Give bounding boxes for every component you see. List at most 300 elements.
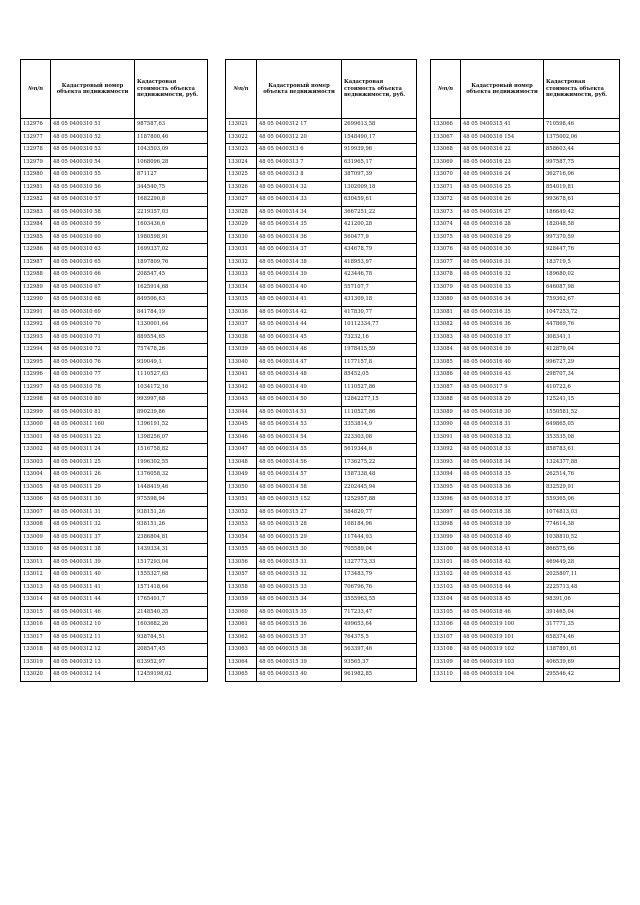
row-number: 133066 [431, 119, 461, 132]
cadastral-number: 48 05 0400312 17 [257, 119, 342, 132]
cadastral-value: 434678,79 [342, 244, 417, 257]
row-number: 133060 [226, 606, 257, 619]
table-row [226, 331, 417, 344]
cadastral-value: 1396191,52 [135, 419, 208, 432]
cadastral-number: 48 05 0400311 44 [51, 594, 135, 607]
table-row [431, 469, 620, 482]
header-cadastral-value: Кадастровая стоимость объекта недвижимости, руб. [544, 60, 620, 119]
cadastral-number: 48 05 0400310 57 [51, 194, 135, 207]
table-row [226, 444, 417, 457]
row-number: 133027 [226, 194, 257, 207]
cadastral-number: 48 05 0400314 55 [257, 444, 342, 457]
table-row [226, 269, 417, 282]
table-row [226, 219, 417, 232]
cadastral-number: 48 05 0400316 28 [461, 219, 544, 232]
cadastral-value: 764375,5 [342, 631, 417, 644]
row-number: 132998 [21, 394, 51, 407]
row-number: 133005 [21, 481, 51, 494]
cadastral-number: 48 05 0400316 39 [461, 344, 544, 357]
cadastral-value: 499653,64 [342, 619, 417, 632]
cadastral-value: 1068096,28 [135, 156, 208, 169]
table-row [431, 606, 620, 619]
cadastral-value: 1548490,17 [342, 131, 417, 144]
cadastral-value: 189680,02 [544, 269, 620, 282]
table-row [226, 569, 417, 582]
table-row [226, 519, 417, 532]
row-number: 132978 [21, 144, 51, 157]
row-number: 133084 [431, 344, 461, 357]
table-row [21, 144, 208, 157]
table-header-row [21, 60, 208, 119]
row-number: 133002 [21, 444, 51, 457]
row-number: 133062 [226, 631, 257, 644]
cadastral-number: 48 05 0400318 33 [461, 444, 544, 457]
table-row [431, 531, 620, 544]
row-number: 133109 [431, 656, 461, 669]
cadastral-value: 1736275,22 [342, 456, 417, 469]
table-row [431, 444, 620, 457]
cadastral-value: 93565,37 [342, 656, 417, 669]
cadastral-value: 1177157,8 [342, 356, 417, 369]
cadastral-number: 48 05 0400310 66 [51, 269, 135, 282]
cadastral-number: 48 05 0400315 35 [257, 606, 342, 619]
cadastral-value: 223303,08 [342, 431, 417, 444]
table-row [21, 506, 208, 519]
cadastral-number: 48 05 0400310 53 [51, 144, 135, 157]
row-number: 133016 [21, 619, 51, 632]
row-number: 133004 [21, 469, 51, 482]
cadastral-number: 48 05 0400318 35 [461, 469, 544, 482]
cadastral-number: 48 05 0400312 12 [51, 644, 135, 657]
table-row [21, 119, 208, 132]
table-row [21, 181, 208, 194]
cadastral-value: 649865,05 [544, 419, 620, 432]
table-row [226, 144, 417, 157]
cadastral-number: 48 05 0400313 8 [257, 169, 342, 182]
cadastral-value: 1603682,26 [135, 619, 208, 632]
table-row [431, 619, 620, 632]
row-number: 133010 [21, 544, 51, 557]
table-row [226, 381, 417, 394]
cadastral-number: 48 05 0400318 32 [461, 431, 544, 444]
row-number: 133023 [226, 144, 257, 157]
cadastral-number: 48 05 0400310 56 [51, 181, 135, 194]
cadastral-value: 1517293,04 [135, 556, 208, 569]
cadastral-value: 858603,44 [544, 144, 620, 157]
cadastral-number: 48 05 0400315 30 [257, 544, 342, 557]
cadastral-value: 563397,46 [342, 644, 417, 657]
cadastral-number: 48 05 0400318 43 [461, 569, 544, 582]
table-row [21, 444, 208, 457]
table-row [226, 656, 417, 669]
row-number: 133033 [226, 269, 257, 282]
row-number: 132999 [21, 406, 51, 419]
table-row [431, 369, 620, 382]
row-number: 133028 [226, 206, 257, 219]
cadastral-number: 48 05 0400318 34 [461, 456, 544, 469]
table-row [226, 494, 417, 507]
table-row [431, 269, 620, 282]
cadastral-value: 993997,68 [135, 394, 208, 407]
table-row [226, 169, 417, 182]
cadastral-value: 631965,17 [342, 156, 417, 169]
row-number: 133074 [431, 219, 461, 232]
cadastral-value: 117444,93 [342, 531, 417, 544]
table-body [226, 119, 417, 682]
row-number: 133087 [431, 381, 461, 394]
table-row [226, 306, 417, 319]
table-row [226, 531, 417, 544]
cadastral-value: 308341,1 [544, 331, 620, 344]
table-row [21, 469, 208, 482]
row-number: 133012 [21, 569, 51, 582]
row-number: 132983 [21, 206, 51, 219]
table-row [431, 256, 620, 269]
table-row [431, 544, 620, 557]
cadastral-value: 423446,78 [342, 269, 417, 282]
cadastral-number: 48 05 0400310 65 [51, 256, 135, 269]
row-number: 133083 [431, 331, 461, 344]
row-number: 133035 [226, 294, 257, 307]
row-number: 133009 [21, 531, 51, 544]
cadastral-value: 841784,19 [135, 306, 208, 319]
cadastral-value: 866575,66 [544, 544, 620, 557]
cadastral-value: 1302009,18 [342, 181, 417, 194]
table-row [21, 531, 208, 544]
cadastral-number: 48 05 0400314 40 [257, 281, 342, 294]
table-row [431, 119, 620, 132]
table-row [21, 306, 208, 319]
row-number: 133071 [431, 181, 461, 194]
table-body [21, 119, 208, 682]
cadastral-value: 630459,61 [342, 194, 417, 207]
row-number: 133072 [431, 194, 461, 207]
cadastral-number: 48 05 0400310 68 [51, 294, 135, 307]
cadastral-value: 1699337,02 [135, 244, 208, 257]
table-row [226, 544, 417, 557]
row-number: 133019 [21, 656, 51, 669]
row-number: 133052 [226, 506, 257, 519]
cadastral-value: 2148540,35 [135, 606, 208, 619]
cadastral-value: 938784,51 [135, 631, 208, 644]
cadastral-number: 48 05 0400315 33 [257, 581, 342, 594]
cadastral-value: 559365,06 [544, 494, 620, 507]
cadastral-number: 48 05 0400317 9 [461, 381, 544, 394]
row-number: 133011 [21, 556, 51, 569]
table-row [431, 381, 620, 394]
row-number: 133000 [21, 419, 51, 432]
cadastral-value: 295546,42 [544, 669, 620, 682]
cadastral-number: 48 05 0400311 26 [51, 469, 135, 482]
row-number: 133050 [226, 481, 257, 494]
cadastral-value: 1448419,46 [135, 481, 208, 494]
cadastral-value: 987587,63 [135, 119, 208, 132]
cadastral-value: 344540,75 [135, 181, 208, 194]
cadastral-value: 1327773,33 [342, 556, 417, 569]
row-number: 133043 [226, 394, 257, 407]
row-number: 132995 [21, 356, 51, 369]
table-row [226, 606, 417, 619]
cadastral-value: 858783,61 [544, 444, 620, 457]
cadastral-value: 1110527,86 [342, 381, 417, 394]
cadastral-number: 48 05 0400316 29 [461, 231, 544, 244]
table-row [431, 481, 620, 494]
table-row [21, 206, 208, 219]
cadastral-value: 262514,76 [544, 469, 620, 482]
row-number: 132989 [21, 281, 51, 294]
cadastral-value: 939049,1 [135, 356, 208, 369]
row-number: 133015 [21, 606, 51, 619]
cadastral-number: 48 05 0400310 80 [51, 394, 135, 407]
row-number: 133091 [431, 431, 461, 444]
table-row [21, 356, 208, 369]
cadastral-number: 48 05 0400314 38 [257, 256, 342, 269]
cadastral-value: 1550581,52 [544, 406, 620, 419]
cadastral-number: 48 05 0400314 32 [257, 181, 342, 194]
cadastral-number: 48 05 0400310 77 [51, 369, 135, 382]
cadastral-number: 48 05 0400316 154 [461, 131, 544, 144]
cadastral-value: 658374,46 [544, 631, 620, 644]
row-number: 133061 [226, 619, 257, 632]
cadastral-number: 48 05 0400310 67 [51, 281, 135, 294]
cadastral-number: 48 05 0400315 41 [461, 119, 544, 132]
cadastral-value: 928447,76 [544, 244, 620, 257]
row-number: 133049 [226, 469, 257, 482]
cadastral-number: 48 05 0400318 29 [461, 394, 544, 407]
row-number: 133073 [431, 206, 461, 219]
row-number: 133092 [431, 444, 461, 457]
table-row [21, 381, 208, 394]
header-number: №п/п [21, 60, 51, 119]
cadastral-number: 48 05 0400316 22 [461, 144, 544, 157]
row-number: 133044 [226, 406, 257, 419]
row-number: 133104 [431, 594, 461, 607]
cadastral-value: 1996302,55 [135, 456, 208, 469]
row-number: 133098 [431, 519, 461, 532]
cadastral-number: 48 05 0400314 46 [257, 344, 342, 357]
table-row [431, 294, 620, 307]
table-row [431, 556, 620, 569]
row-number: 133020 [21, 669, 51, 682]
cadastral-value: 173483,79 [342, 569, 417, 582]
row-number: 133041 [226, 369, 257, 382]
cadastral-number: 48 05 0400311 38 [51, 544, 135, 557]
cadastral-number: 48 05 0400316 23 [461, 156, 544, 169]
cadastral-value: 1978415,59 [342, 344, 417, 357]
cadastral-number: 48 05 0400311 39 [51, 556, 135, 569]
cadastral-number: 48 05 0400315 39 [257, 656, 342, 669]
table-row [21, 169, 208, 182]
table-row [226, 256, 417, 269]
row-number: 133095 [431, 481, 461, 494]
cadastral-number: 48 05 0400316 33 [461, 281, 544, 294]
cadastral-number: 48 05 0400319 104 [461, 669, 544, 682]
cadastral-value: 447869,76 [544, 319, 620, 332]
table-row [226, 406, 417, 419]
cadastral-value: 1587338,48 [342, 469, 417, 482]
cadastral-number: 48 05 0400312 10 [51, 619, 135, 632]
row-number: 132987 [21, 256, 51, 269]
table-row [431, 431, 620, 444]
cadastral-number: 48 05 0400310 51 [51, 119, 135, 132]
row-number: 133030 [226, 231, 257, 244]
table-row [21, 631, 208, 644]
cadastral-table-2 [225, 59, 417, 682]
row-number: 133067 [431, 131, 461, 144]
row-number: 133103 [431, 581, 461, 594]
row-number: 133038 [226, 331, 257, 344]
table-row [21, 456, 208, 469]
row-number: 133036 [226, 306, 257, 319]
row-number: 133058 [226, 581, 257, 594]
cadastral-value: 410722,6 [544, 381, 620, 394]
cadastral-number: 48 05 0400318 45 [461, 594, 544, 607]
table-row [21, 519, 208, 532]
cadastral-value: 717233,47 [342, 606, 417, 619]
cadastral-value: 1980598,91 [135, 231, 208, 244]
table-row [21, 419, 208, 432]
cadastral-number: 48 05 0400314 50 [257, 394, 342, 407]
cadastral-number: 48 05 0400310 52 [51, 131, 135, 144]
table-row [431, 194, 620, 207]
cadastral-value: 2202445,94 [342, 481, 417, 494]
row-number: 132992 [21, 319, 51, 332]
cadastral-number: 48 05 0400314 58 [257, 481, 342, 494]
cadastral-number: 48 05 0400310 78 [51, 381, 135, 394]
header-number: №п/п [431, 60, 461, 119]
cadastral-number: 48 05 0400315 31 [257, 556, 342, 569]
cadastral-number: 48 05 0400318 46 [461, 606, 544, 619]
cadastral-value: 919939,96 [342, 144, 417, 157]
row-number: 133025 [226, 169, 257, 182]
row-number: 133101 [431, 556, 461, 569]
table-row [226, 319, 417, 332]
table-row [431, 181, 620, 194]
row-number: 133022 [226, 131, 257, 144]
cadastral-value: 633952,97 [135, 656, 208, 669]
cadastral-value: 584820,77 [342, 506, 417, 519]
table-row [431, 644, 620, 657]
cadastral-number: 48 05 0400314 47 [257, 356, 342, 369]
table-row [21, 544, 208, 557]
cadastral-value: 12459198,02 [135, 669, 208, 682]
table-row [21, 594, 208, 607]
row-number: 133034 [226, 281, 257, 294]
table-row [431, 394, 620, 407]
row-number: 133024 [226, 156, 257, 169]
row-number: 132990 [21, 294, 51, 307]
header-cadastral-number: Кадастровый номер объекта недвижимости [51, 60, 135, 119]
cadastral-number: 48 05 0400310 70 [51, 319, 135, 332]
table-row [431, 156, 620, 169]
cadastral-number: 48 05 0400310 55 [51, 169, 135, 182]
cadastral-number: 48 05 0400315 32 [257, 569, 342, 582]
cadastral-value: 2225713,48 [544, 581, 620, 594]
table-row [226, 631, 417, 644]
cadastral-value: 1038810,52 [544, 531, 620, 544]
row-number: 133106 [431, 619, 461, 632]
row-number: 133029 [226, 219, 257, 232]
table-row [431, 569, 620, 582]
row-number: 133003 [21, 456, 51, 469]
cadastral-value: 938151,26 [135, 519, 208, 532]
table-row [431, 631, 620, 644]
table-row [21, 644, 208, 657]
cadastral-value: 1571418,64 [135, 581, 208, 594]
table-row [21, 369, 208, 382]
table-row [431, 594, 620, 607]
cadastral-number: 48 05 0400312 13 [51, 656, 135, 669]
cadastral-value: 1387891,61 [544, 644, 620, 657]
cadastral-number: 48 05 0400314 57 [257, 469, 342, 482]
cadastral-number: 48 05 0400311 29 [51, 481, 135, 494]
cadastral-number: 48 05 0400312 20 [257, 131, 342, 144]
cadastral-value: 3667251,22 [342, 206, 417, 219]
table-row [431, 319, 620, 332]
row-number: 133079 [431, 281, 461, 294]
cadastral-value: 406539,69 [544, 656, 620, 669]
row-number: 133007 [21, 506, 51, 519]
cadastral-value: 431309,18 [342, 294, 417, 307]
cadastral-value: 387097,39 [342, 169, 417, 182]
cadastral-value: 362716,06 [544, 169, 620, 182]
cadastral-value: 12842277,15 [342, 394, 417, 407]
cadastral-value: 3353814,9 [342, 419, 417, 432]
cadastral-number: 48 05 0400316 37 [461, 331, 544, 344]
row-number: 133017 [21, 631, 51, 644]
cadastral-value: 2219357,03 [135, 206, 208, 219]
row-number: 133100 [431, 544, 461, 557]
cadastral-number: 48 05 0400318 37 [461, 494, 544, 507]
cadastral-value: 1047253,72 [544, 306, 620, 319]
table-row [226, 669, 417, 682]
row-number: 133082 [431, 319, 461, 332]
table-row [21, 269, 208, 282]
table-row [21, 219, 208, 232]
table-row [21, 669, 208, 682]
cadastral-value: 832529,91 [544, 481, 620, 494]
cadastral-number: 48 05 0400318 36 [461, 481, 544, 494]
cadastral-number: 48 05 0400316 25 [461, 181, 544, 194]
cadastral-number: 48 05 0400318 39 [461, 519, 544, 532]
cadastral-number: 48 05 0400318 42 [461, 556, 544, 569]
table-row [226, 644, 417, 657]
row-number: 133045 [226, 419, 257, 432]
table-row [431, 506, 620, 519]
cadastral-value: 1330001,64 [135, 319, 208, 332]
cadastral-number: 48 05 0400314 39 [257, 269, 342, 282]
row-number: 133048 [226, 456, 257, 469]
row-number: 133090 [431, 419, 461, 432]
cadastral-number: 48 05 0400315 27 [257, 506, 342, 519]
cadastral-number: 48 05 0400314 36 [257, 231, 342, 244]
cadastral-number: 48 05 0400310 76 [51, 356, 135, 369]
table-row [431, 219, 620, 232]
cadastral-value: 996727,29 [544, 356, 620, 369]
row-number: 133042 [226, 381, 257, 394]
cadastral-number: 48 05 0400318 31 [461, 419, 544, 432]
cadastral-number: 48 05 0400316 32 [461, 269, 544, 282]
cadastral-number: 48 05 0400311 41 [51, 581, 135, 594]
cadastral-value: 1682290,8 [135, 194, 208, 207]
cadastral-number: 48 05 0400311 37 [51, 531, 135, 544]
table-row [431, 406, 620, 419]
table-row [431, 581, 620, 594]
cadastral-value: 997370,59 [544, 231, 620, 244]
cadastral-number: 48 05 0400314 33 [257, 194, 342, 207]
row-number: 133013 [21, 581, 51, 594]
row-number: 133014 [21, 594, 51, 607]
